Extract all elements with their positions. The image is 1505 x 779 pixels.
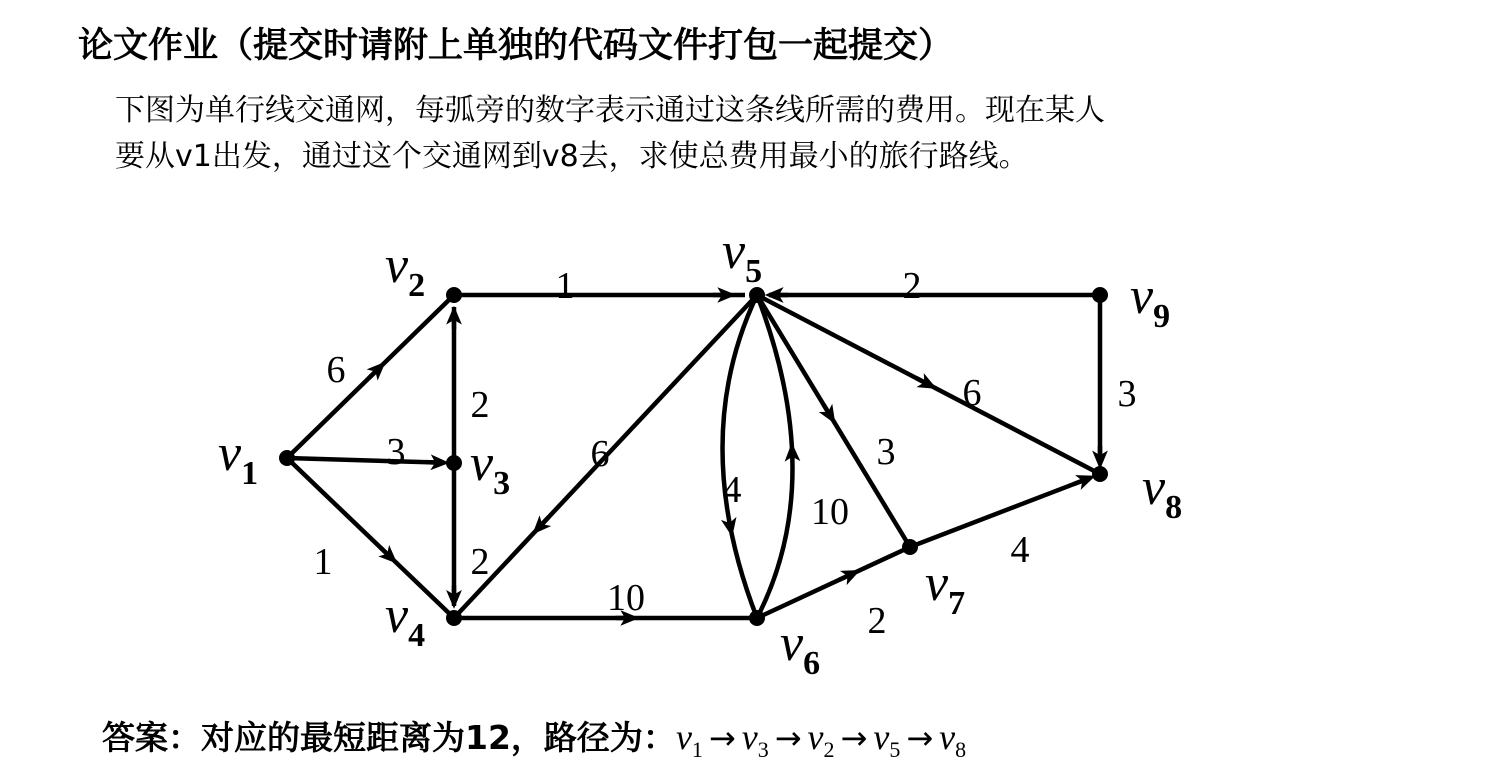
edge-weight-v3-v4: 2	[470, 541, 490, 583]
node-v6	[749, 610, 765, 626]
answer-node-v2: $v_2$	[807, 717, 835, 763]
node-v8	[1092, 466, 1108, 482]
edge-weight-v4-v6: 10	[607, 577, 645, 619]
answer-arrow: →	[774, 719, 802, 757]
answer-line	[102, 712, 966, 763]
node-v7	[902, 539, 918, 555]
node-label-v1: v1	[218, 425, 259, 492]
edge-weight-v2-v5: 1	[555, 265, 575, 307]
answer-arrow: →	[840, 719, 868, 757]
edge-weight-v5-v6: 4	[722, 469, 742, 511]
node-label-v4: v4	[385, 587, 426, 654]
node-label-v7: v7	[925, 555, 966, 622]
edge-weight-v9-v8: 3	[1117, 373, 1137, 415]
edge-weight-v1-v3: 3	[386, 431, 406, 473]
edge-weight-v3-v2: 2	[470, 384, 490, 426]
node-label-v5: v5	[722, 223, 763, 290]
node-label-v9: v9	[1130, 268, 1171, 335]
edge-v1-v2	[287, 295, 454, 458]
edge-weight-v5-v7: 3	[876, 431, 896, 473]
description-line-2: 要从v1出发，通过这个交通网到v8去，求使总费用最小的旅行路线。	[115, 139, 1029, 174]
edge-weight-v1-v2: 6	[326, 349, 346, 391]
answer-node-v1: $v_1$	[675, 717, 703, 763]
edge-weight-v6-v7: 2	[867, 600, 887, 642]
edge-weight-v9-v5: 2	[902, 265, 922, 307]
answer-label: 答案：对应的最短距离为12，路径为：	[102, 718, 676, 757]
answer-arrow: →	[708, 719, 736, 757]
edge-v5-v8	[757, 295, 1100, 474]
node-label-v3: v3	[470, 435, 511, 502]
edge-weight-v5-v4: 6	[590, 433, 610, 475]
node-v9	[1092, 287, 1108, 303]
edge-weight-v5-v8: 6	[962, 372, 982, 414]
edge-weight-v1-v4: 1	[313, 541, 333, 583]
node-label-v6: v6	[780, 615, 821, 682]
answer-node-v8: $v_8$	[939, 717, 967, 763]
answer-node-v5: $v_5$	[873, 717, 901, 763]
node-label-v2: v2	[385, 237, 426, 304]
node-v4	[446, 610, 462, 626]
node-v1	[279, 450, 295, 466]
edge-v5-v6	[723, 295, 758, 618]
edge-v1-v3	[287, 458, 442, 463]
edge-v1-v4	[287, 458, 454, 618]
node-label-v8: v8	[1142, 459, 1183, 526]
answer-path	[675, 717, 967, 763]
answer-arrow: →	[906, 719, 934, 757]
edge-v7-v8	[910, 478, 1089, 547]
description-line-1: 下图为单行线交通网，每弧旁的数字表示通过这条线所需的费用。现在某人	[115, 93, 1105, 128]
page-title: 论文作业（提交时请附上单独的代码文件打包一起提交）	[78, 26, 954, 66]
node-v3	[446, 455, 462, 471]
edge-weight-v7-v8: 4	[1010, 529, 1030, 571]
edge-weight-v6-v5: 10	[811, 491, 849, 533]
answer-node-v3: $v_3$	[741, 717, 769, 763]
node-v2	[446, 287, 462, 303]
